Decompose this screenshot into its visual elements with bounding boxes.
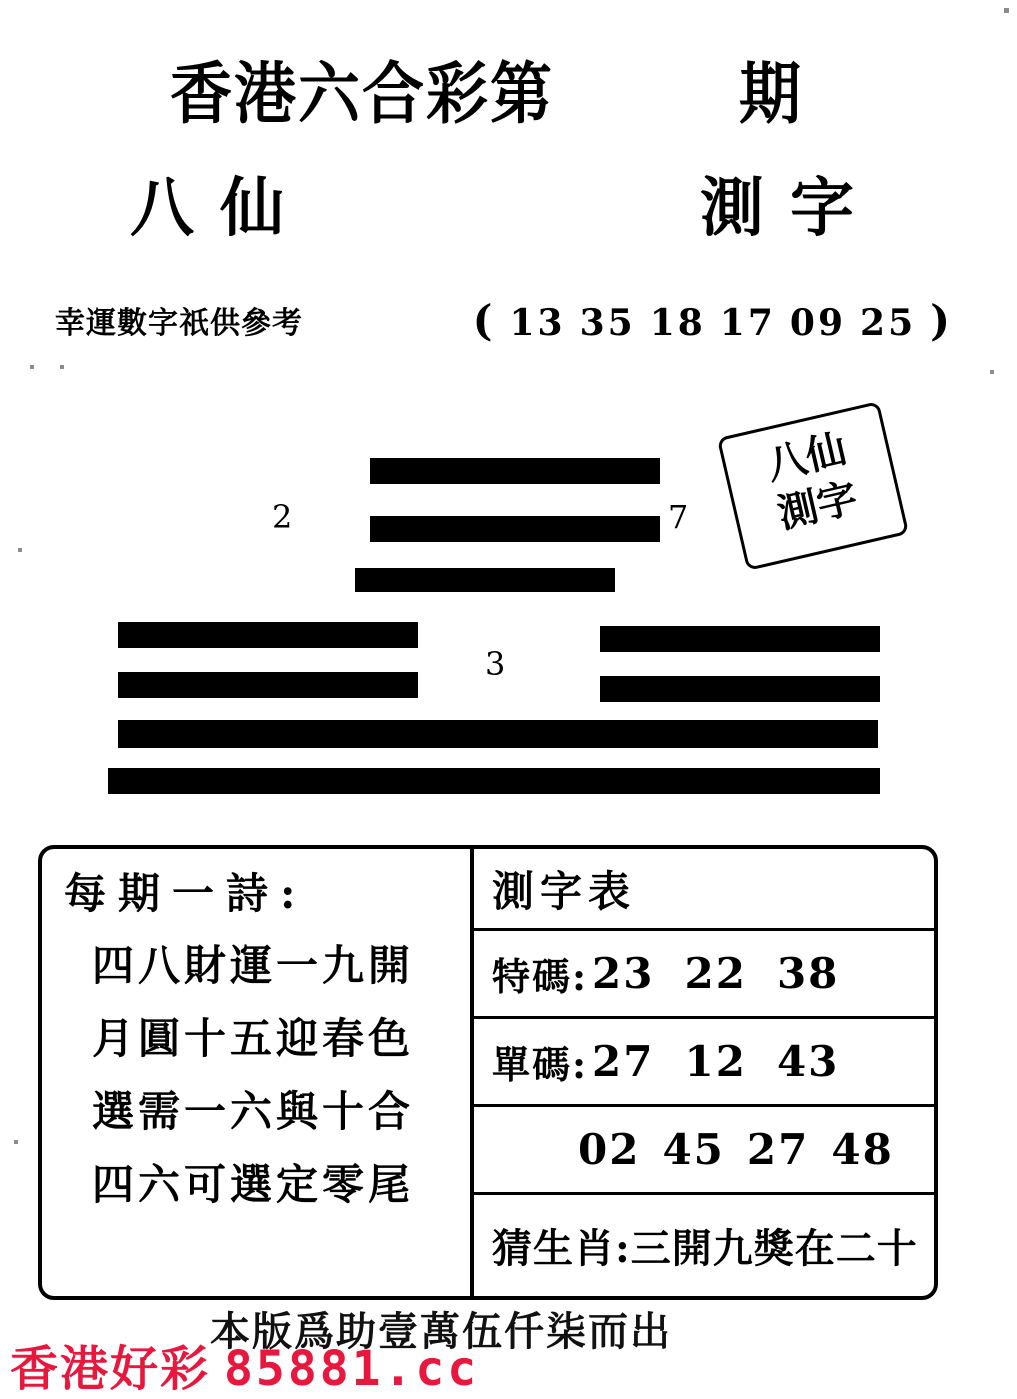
- table-title: 測字表: [492, 866, 637, 916]
- table-row: [474, 1019, 934, 1107]
- lucky-numbers-values: [466, 296, 960, 345]
- speckle: [30, 365, 34, 369]
- hexagram-bar-fourth-right: [600, 626, 880, 652]
- hexagram-bar-fifth-left: [118, 672, 418, 698]
- stamp-line-1: 八仙: [762, 425, 851, 490]
- row-label: 特碼:: [492, 954, 589, 1000]
- poem-column: [42, 849, 474, 1296]
- row-numbers: [592, 949, 869, 998]
- lucky-numbers-row: [55, 292, 960, 348]
- speckle: [14, 1140, 18, 1144]
- prediction-table: [474, 849, 934, 1296]
- hexagram-bar-bottom: [108, 768, 880, 794]
- number-cell: 23: [592, 949, 655, 999]
- footer-note: 本版爲助壹萬伍仟柒而出: [210, 1308, 672, 1355]
- speckle: [60, 365, 64, 369]
- lucky-number: 17: [719, 301, 776, 344]
- lucky-close-paren: ): [930, 295, 953, 345]
- hexagram-left-number: 2: [272, 498, 293, 536]
- lucky-number: 09: [789, 301, 847, 344]
- table-row: [474, 1107, 934, 1195]
- title-main-text: 香港六合彩第: [170, 53, 555, 133]
- number-cell: 43: [776, 1036, 840, 1086]
- lucky-numbers-label: 幸運數字祇供參考: [55, 306, 303, 341]
- bottom-panel: [38, 845, 938, 1300]
- lucky-number: 35: [579, 301, 636, 344]
- number-cell: 48: [831, 1124, 894, 1174]
- watermark-site: 85881.cc: [224, 1341, 480, 1397]
- subtitle-row: [130, 158, 920, 248]
- number-cell: 12: [684, 1036, 747, 1086]
- lucky-number: 25: [860, 301, 917, 344]
- poem-line: 四六可選定零尾: [92, 1160, 415, 1209]
- watermark: [10, 1330, 479, 1399]
- poem-line: 月圓十五迎春色: [92, 1014, 415, 1063]
- lucky-number: 13: [509, 301, 566, 344]
- hexagram-right-number: 7: [668, 498, 689, 536]
- hexagram-middle-number: 3: [485, 645, 506, 683]
- speckle: [990, 370, 994, 374]
- hexagram-bar-second: [370, 516, 660, 542]
- hexagram-bar-fourth-left: [118, 622, 418, 648]
- zodiac-label: 猜生肖:: [492, 1224, 631, 1272]
- row-numbers: [578, 1125, 916, 1174]
- lucky-number: 18: [649, 301, 706, 344]
- lucky-open-paren: (: [472, 295, 496, 345]
- number-cell: 38: [776, 949, 840, 999]
- hexagram-bar-sixth: [118, 720, 878, 748]
- number-cell: 02: [578, 1124, 641, 1174]
- poem-line: 四八財運一九開: [92, 941, 415, 990]
- poem-title: 每期一詩:: [64, 869, 308, 918]
- watermark-brand: 香港好彩: [10, 1341, 211, 1397]
- number-cell: 22: [684, 949, 747, 999]
- hexagram-bar-third: [355, 568, 615, 592]
- hexagram-bar-top: [370, 458, 660, 484]
- page-title: [170, 48, 870, 133]
- table-title-row: [474, 849, 934, 931]
- number-cell: 45: [662, 1124, 725, 1174]
- title-period-text: 期: [739, 53, 802, 133]
- zodiac-row: [474, 1195, 934, 1296]
- subtitle-left-text: 八仙: [130, 171, 310, 246]
- table-row: [474, 931, 934, 1019]
- speckle: [1004, 8, 1009, 13]
- poem-line: 選需一六與十合: [92, 1087, 415, 1136]
- speckle: [18, 548, 22, 552]
- stamp-line-2: 測字: [773, 474, 862, 538]
- number-cell: 27: [592, 1036, 655, 1086]
- zodiac-text: 三開九獎在二十: [630, 1224, 918, 1272]
- row-label: 單碼:: [492, 1041, 589, 1087]
- row-numbers: [592, 1037, 869, 1086]
- number-cell: 27: [746, 1124, 810, 1174]
- hexagram-bar-fifth-right: [600, 676, 880, 702]
- subtitle-right-text: 測字: [700, 171, 880, 246]
